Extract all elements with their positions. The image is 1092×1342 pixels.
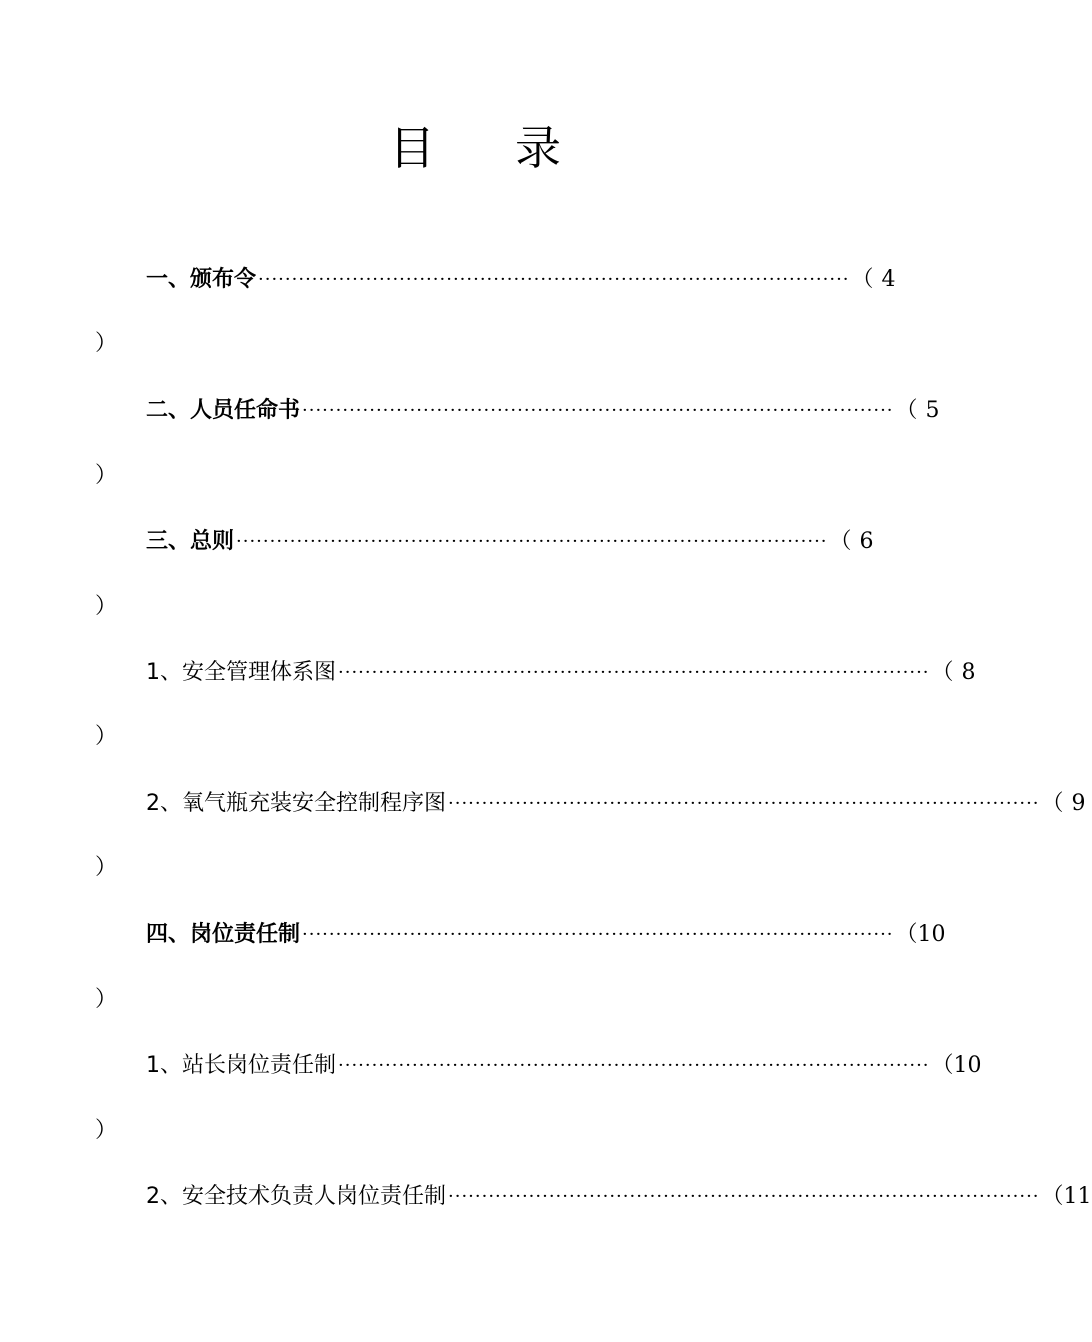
toc-entry-5[interactable] xyxy=(146,789,1086,819)
toc-entry-7[interactable] xyxy=(146,1051,982,1081)
open-paren: （ xyxy=(931,660,954,685)
open-paren: （ xyxy=(1041,1184,1064,1209)
toc-entry-label: 三、总则 xyxy=(146,529,235,554)
dot-leader: ························································································ xyxy=(338,662,930,683)
toc-entry-label: 1、安全管理体系图 xyxy=(146,660,336,685)
dot-leader: ························································································ xyxy=(448,793,1040,814)
page-number: 5 xyxy=(925,398,940,423)
close-paren: ） xyxy=(95,331,118,356)
page-number: 11 xyxy=(1063,1184,1092,1209)
toc-entry-label: 1、站长岗位责任制 xyxy=(146,1053,336,1078)
dot-leader: ························································································ xyxy=(302,924,894,945)
page-number: 8 xyxy=(961,660,976,685)
close-paren: ） xyxy=(95,594,118,619)
page-number: 10 xyxy=(953,1053,982,1078)
close-paren: ） xyxy=(95,1118,118,1143)
toc-entry-1[interactable] xyxy=(146,265,896,295)
open-paren: （ xyxy=(851,267,874,292)
toc-entry-8[interactable] xyxy=(146,1182,1092,1212)
page-number: 4 xyxy=(881,267,896,292)
close-paren: ） xyxy=(95,855,118,880)
page-title xyxy=(0,118,950,178)
dot-leader: ························································································ xyxy=(236,531,828,552)
title-char-2: 录 xyxy=(515,121,561,175)
title-char-1: 目 xyxy=(389,121,435,175)
toc-entry-2[interactable] xyxy=(146,396,940,426)
open-paren: （ xyxy=(895,398,918,423)
toc-entry-6[interactable] xyxy=(146,920,946,950)
page-number: 10 xyxy=(917,922,946,947)
open-paren: （ xyxy=(895,922,918,947)
close-paren: ） xyxy=(95,724,118,749)
page-number: 9 xyxy=(1071,791,1086,816)
dot-leader: ························································································ xyxy=(302,400,894,421)
toc-entry-3[interactable] xyxy=(146,527,874,557)
toc-entry-label: 二、人员任命书 xyxy=(146,398,301,423)
open-paren: （ xyxy=(829,529,852,554)
dot-leader: ························································································ xyxy=(448,1186,1040,1207)
open-paren: （ xyxy=(1041,791,1064,816)
toc-entry-4[interactable] xyxy=(146,658,976,688)
toc-entry-label: 一、颁布令 xyxy=(146,267,257,292)
toc-entry-label: 2、氧气瓶充装安全控制程序图 xyxy=(146,791,446,816)
dot-leader: ························································································ xyxy=(338,1055,930,1076)
open-paren: （ xyxy=(931,1053,954,1078)
close-paren: ） xyxy=(95,463,118,488)
close-paren: ） xyxy=(95,987,118,1012)
toc-entry-label: 2、安全技术负责人岗位责任制 xyxy=(146,1184,446,1209)
page-number: 6 xyxy=(859,529,874,554)
dot-leader: ························································································ xyxy=(258,269,850,290)
toc-entry-label: 四、岗位责任制 xyxy=(146,922,301,947)
